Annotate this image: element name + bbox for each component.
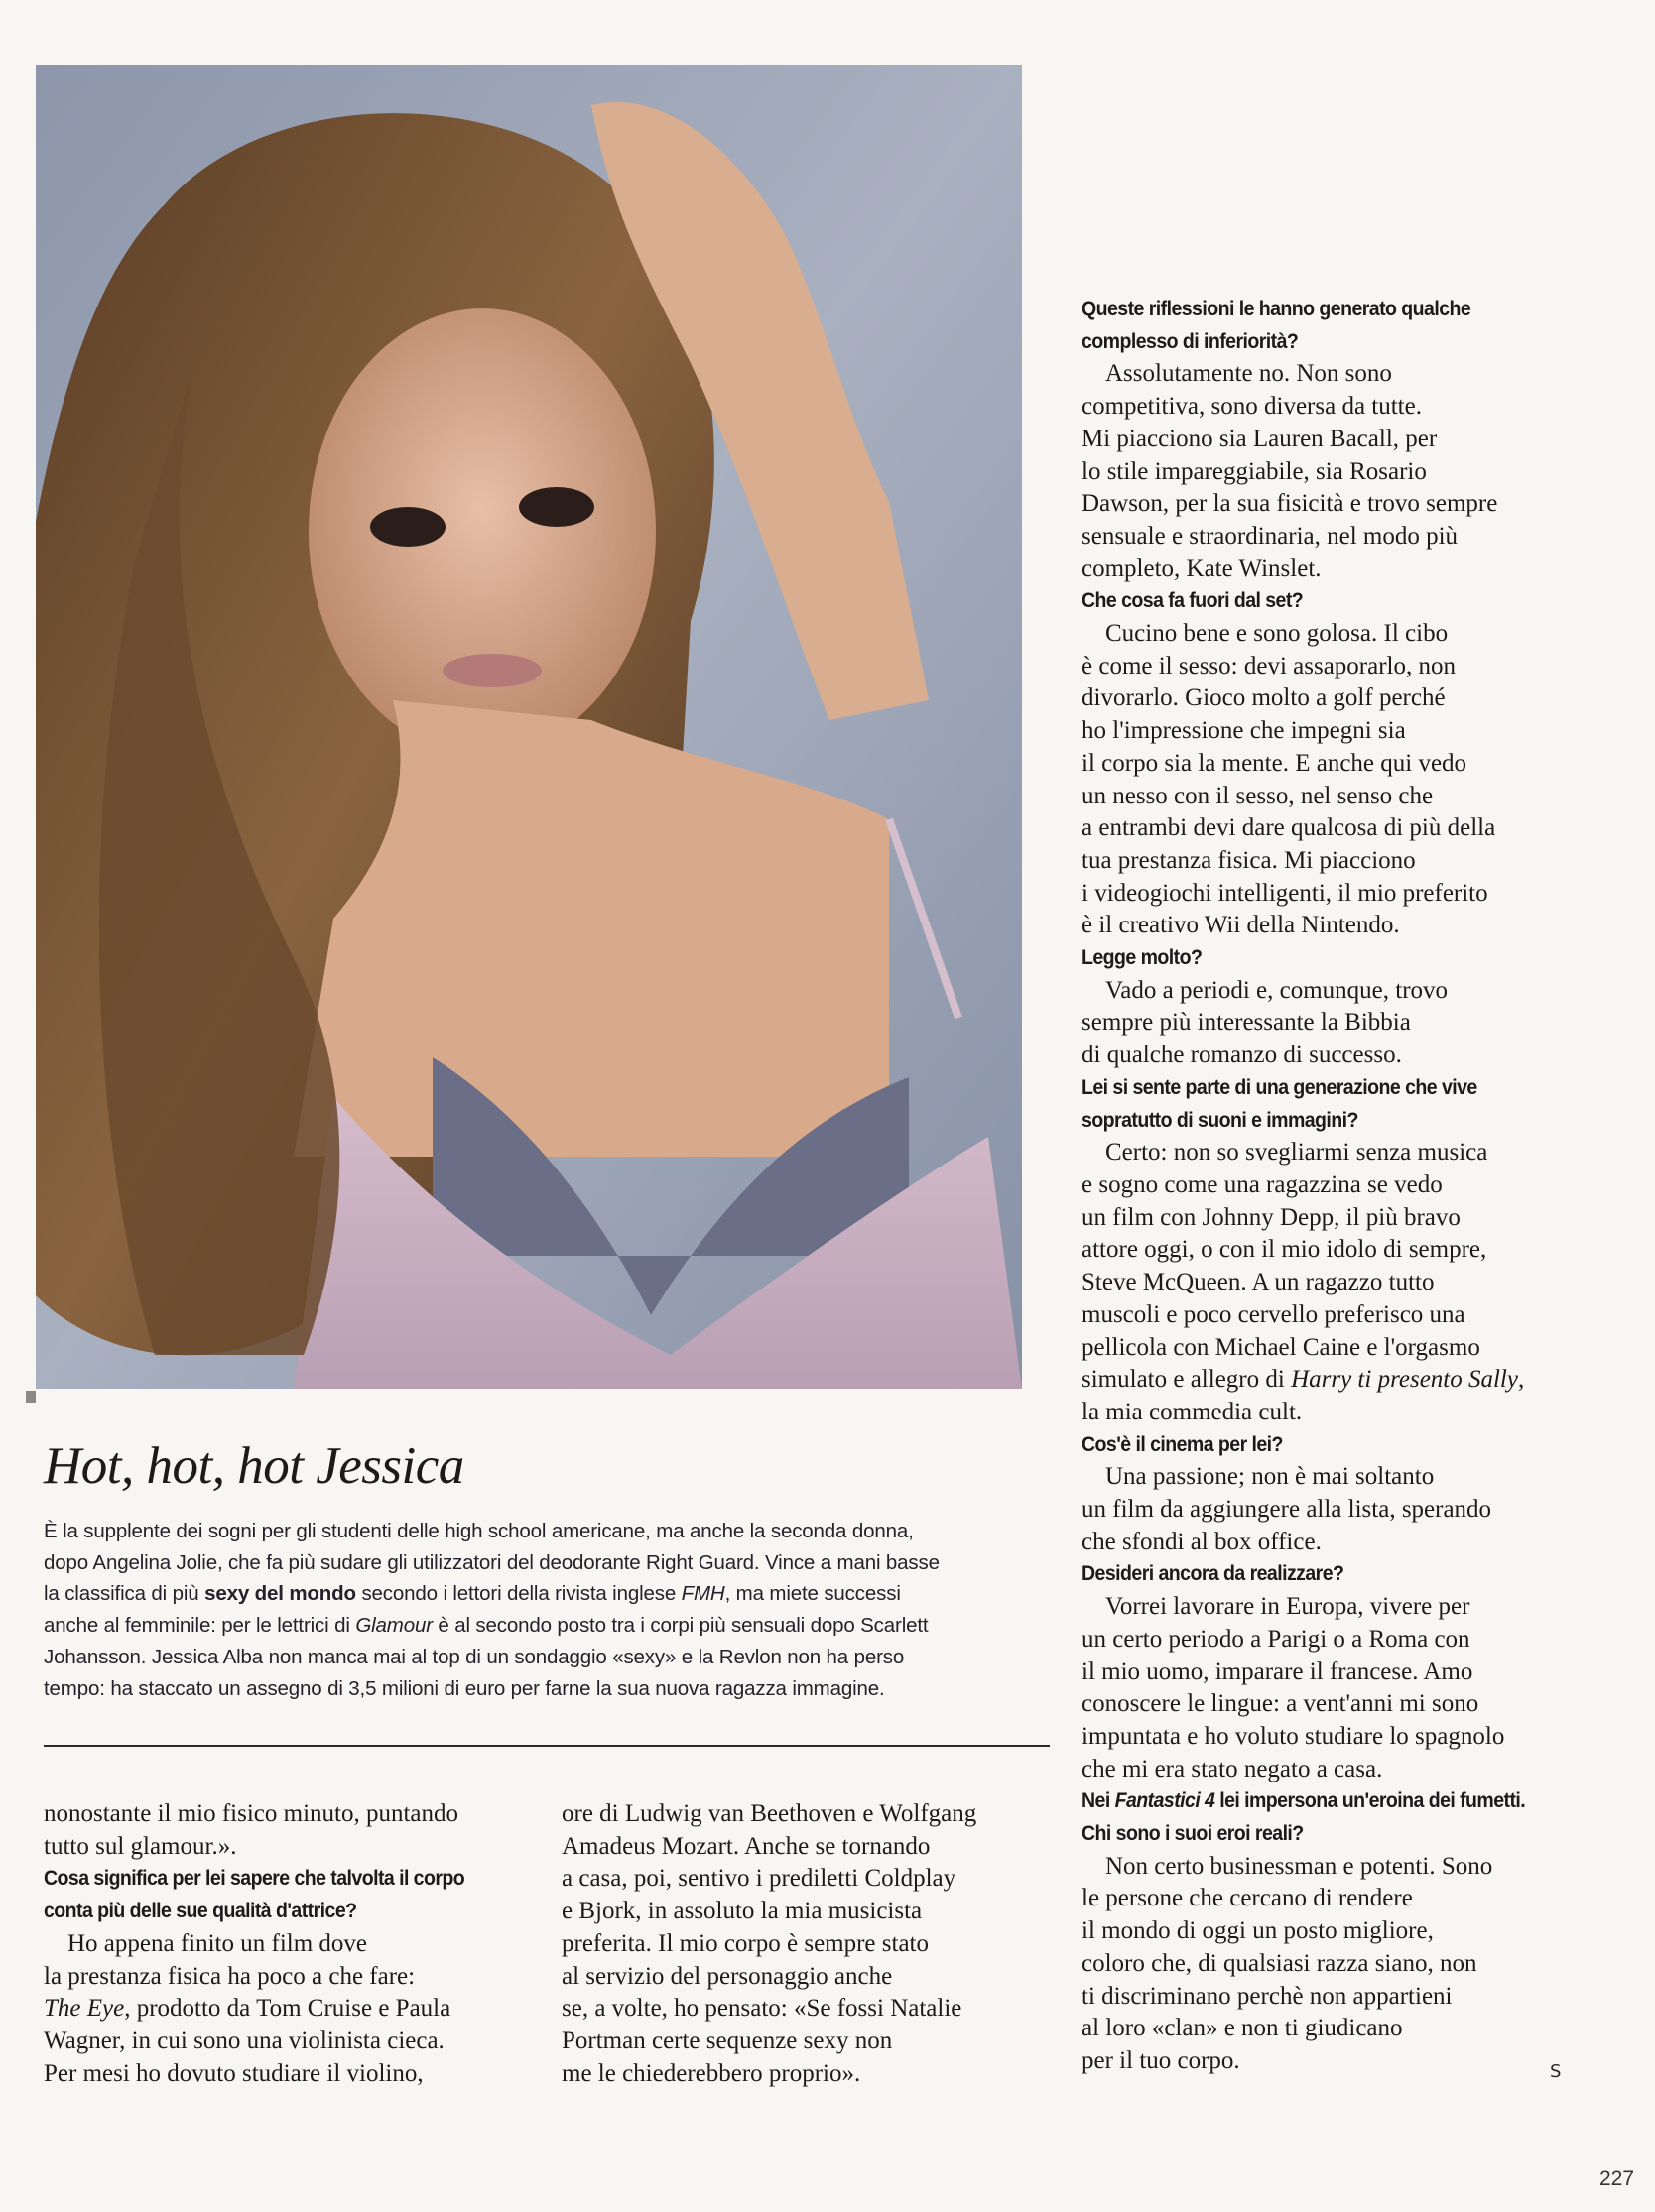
answer-line: ti discriminano perchè non appartieni [1082,1982,1453,2010]
answer-line: la mia commedia cult. [1082,1398,1303,1425]
answer-line: sempre più interessante la Bibbia [1082,1009,1411,1037]
divider [44,1745,1050,1747]
intro-line [44,1578,1046,1610]
answer-line: ho l'impressione che impegni sia [1082,717,1406,745]
answer-line: lo stile impareggiabile, sia Rosario [1082,457,1427,485]
question-line: Queste riflessioni le hanno generato qualche [1082,298,1471,320]
question [1082,294,1580,358]
answer-line: il mondo di oggi un posto migliore, [1082,1917,1434,1945]
answer-line: di qualche romanzo di successo. [1082,1042,1402,1069]
answer [1082,1591,1617,1785]
intro-bold-text: sexy del mondo [204,1582,356,1606]
left-column [44,1798,540,2090]
body-line: tutto sul glamour.». [44,1832,237,1860]
answer-line: e sogno come una ragazzina se vedo [1082,1170,1443,1198]
question [1082,585,1580,618]
answer-line: la prestanza fisica ha poco a che fare: [44,1962,416,1990]
question-line: Cosa significa per lei sapere che talvolta il corpo [44,1867,465,1891]
intro-line [44,1610,1046,1642]
answer-line: Mi piacciono sia Lauren Bacall, per [1082,425,1438,452]
answer-line: competitiva, sono diversa da tutte. [1082,393,1422,421]
answer-line: le persone che cercano di rendere [1082,1885,1413,1912]
body-line: nonostante il mio fisico minuto, puntando [44,1800,459,1827]
intro-text: anche al femminile: per le lettrici di [44,1614,356,1638]
intro-line: Johansson. Jessica Alba non manca mai al top di un sondaggio «sexy» e la Revlon non ha perso [44,1645,905,1668]
body-line: Amadeus Mozart. Anche se tornando [562,1832,931,1860]
question-line: sopratutto di suoni e immagini? [1082,1108,1358,1132]
answer-line: Assolutamente no. Non sono [1105,360,1392,388]
intro-text: , ma miete successi [724,1582,901,1606]
body-line: ore di Ludwig van Beethoven e Wolfgang [562,1800,977,1827]
answer-line: Steve McQueen. A un ragazzo tutto [1082,1269,1435,1296]
answer-line: attore oggi, o con il mio idolo di sempre, [1082,1236,1487,1264]
answer-line: a entrambi devi dare qualcosa di più della [1082,814,1496,842]
answer-line: conoscere le lingue: a vent'anni mi sono [1082,1690,1479,1718]
answer-line: al loro «clan» e non ti giudicano [1082,2015,1403,2042]
answer-line: Cucino bene e sono golosa. Il cibo [1105,620,1449,648]
intro-text: è al secondo posto tra i corpi più sensuali dopo Scarlett [432,1614,929,1638]
magazine-name: FMH [681,1582,725,1606]
article-headline: Hot, hot, hot Jessica [44,1437,464,1495]
movie-title: Harry ti presento Sally [1291,1366,1518,1394]
intro-line: È la supplente dei sogni per gli studenti delle high school americane, ma anche la seconda donna, [44,1520,914,1542]
answer-line: muscoli e poco cervello preferisco una [1082,1300,1465,1328]
answer-text: simulato e allegro di [1082,1366,1292,1394]
answer-line: Per mesi ho dovuto studiare il violino, [44,2059,424,2087]
question-text: lei impersona un'eroina dei fumetti. [1214,1789,1526,1813]
answer-line: è come il sesso: devi assaporarlo, non [1082,652,1456,679]
answer-line: per il tuo corpo. [1082,2046,1240,2074]
answer-line: i videogiochi intelligenti, il mio preferito [1082,879,1488,907]
answer-line: è il creativo Wii della Nintendo. [1082,912,1400,939]
movie-title: Fantastici 4 [1114,1789,1215,1813]
crop-mark [26,1391,36,1403]
answer-line: Vorrei lavorare in Europa, vivere per [1105,1593,1470,1621]
answer-line: coloro che, di qualsiasi razza siano, non [1082,1949,1477,1977]
answer [1082,1137,1617,1428]
answer-line: Wagner, in cui sono una violinista cieca. [44,2027,445,2054]
question-line: conta più delle sue qualità d'attrice? [44,1900,357,1923]
question [1082,942,1580,975]
end-of-article-icon: S [1550,2061,1562,2082]
answer-line: che mi era stato negato a casa. [1082,1755,1383,1782]
answer-line: Certo: non so svegliarmi senza musica [1105,1139,1488,1167]
page-number: 227 [1599,2167,1635,2190]
question [44,1863,505,1927]
question-line: Chi sono i suoi eroi reali? [1082,1822,1304,1846]
question [1082,1072,1580,1137]
answer-line [44,1993,540,2026]
answer-line: un film da aggiungere alla lista, sperando [1082,1496,1492,1524]
answer-text: , [1517,1366,1525,1394]
answer [1082,358,1617,585]
answer-line [1082,1364,1617,1397]
cover-photo [36,65,1022,1389]
body-line: Portman certe sequenze sexy non [562,2027,893,2054]
body-line: preferita. Il mio corpo è sempre stato [562,1929,929,1957]
question-line [1082,1785,1580,1818]
magazine-name: Glamour [355,1614,433,1638]
body-line: a casa, poi, sentivo i prediletti Coldplay [562,1865,956,1893]
intro-paragraph [44,1516,1046,1704]
answer [1082,975,1617,1072]
question [1082,1429,1580,1462]
answer-line: Non certo businessman e potenti. Sono [1105,1852,1493,1880]
answer-line: un certo periodo a Parigi o a Roma con [1082,1625,1470,1653]
portrait-illustration [36,65,1022,1389]
answer-line: Dawson, per la sua fisicità e trovo sempre [1082,490,1498,518]
answer-line: pellicola con Michael Caine e l'orgasmo [1082,1333,1480,1361]
question [1082,1558,1580,1591]
body-line: se, a volte, ho pensato: «Se fossi Natalie [562,1995,962,2023]
question-line: Lei si sente parte di una generazione che vive [1082,1075,1477,1099]
question-line: Che cosa fa fuori dal set? [1082,589,1304,613]
answer-text: , prodotto da Tom Cruise e Paula [124,1995,451,2023]
answer-line: che sfondi al box office. [1082,1528,1322,1555]
answer-line: completo, Kate Winslet. [1082,554,1322,582]
answer [1082,618,1617,942]
answer-line: divorarlo. Gioco molto a golf perché [1082,684,1446,712]
answer-line: sensuale e straordinaria, nel modo più [1082,522,1459,550]
movie-title: The Eye [44,1995,125,2023]
answer-line: impuntata e ho voluto studiare lo spagnolo [1082,1722,1505,1750]
answer-line: il mio uomo, imparare il francese. Amo [1082,1658,1473,1685]
intro-text: secondo i lettori della rivista inglese [355,1582,682,1606]
question-line: complesso di inferiorità? [1082,329,1299,353]
answer [1082,1851,1617,2078]
answer [1082,1461,1617,1558]
answer-line: Ho appena finito un film dove [67,1929,368,1957]
intro-text: la classifica di più [44,1582,205,1606]
answer-line: Una passione; non è mai soltanto [1105,1463,1435,1491]
body-line: e Bjork, in assoluto la mia musicista [562,1898,923,1925]
answer-line: il corpo sia la mente. E anche qui vedo [1082,749,1467,777]
answer-line: un nesso con il sesso, nel senso che [1082,782,1434,809]
intro-line: tempo: ha staccato un assegno di 3,5 milioni di euro per farne la sua nuova ragazza immagine. [44,1676,885,1700]
question-line: Cos'è il cinema per lei? [1082,1432,1283,1456]
middle-column [562,1798,1048,2090]
question-line: Legge molto? [1082,946,1203,970]
question [1082,1785,1580,1850]
question-line: Desideri ancora da realizzare? [1082,1562,1344,1586]
question-text: Nei [1082,1789,1115,1813]
body-line: al servizio del personaggio anche [562,1962,893,1990]
answer-line: Vado a periodi e, comunque, trovo [1105,976,1449,1004]
intro-line: dopo Angelina Jolie, che fa più sudare gli utilizzatori del deodorante Right Guard. Vince a mani basse [44,1550,940,1574]
body-line: me le chiederebbero proprio». [562,2059,861,2087]
answer-line: un film con Johnny Depp, il più bravo [1082,1203,1461,1231]
answer-line: tua prestanza fisica. Mi piacciono [1082,846,1416,874]
right-column [1082,294,1617,2078]
